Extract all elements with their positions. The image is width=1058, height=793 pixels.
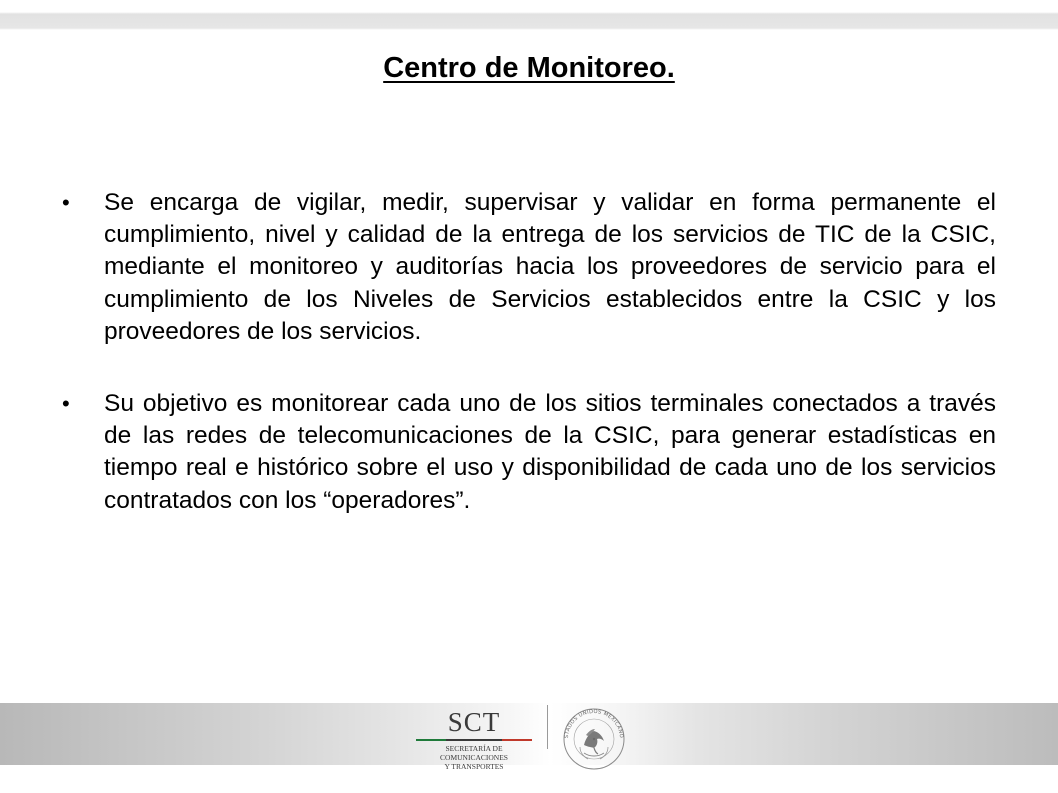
bullet-marker: • [62,190,70,215]
footer-divider [547,705,548,749]
mexico-seal-icon [558,701,630,773]
sct-logo-subtitle-3: Y TRANSPORTES [444,762,504,771]
sct-logo-subtitle-2: COMUNICACIONES [440,753,508,762]
sct-logo-subtitle-1: SECRETARÍA DE [445,744,503,753]
bullet-text: Se encarga de vigilar, medir, supervisar y validar en forma permanente el cumplimiento, nivel y calidad de la entrega de los servicios de TIC de la CSIC, mediante el monitoreo y auditorías hacia los proveedores de servicio para el cumplimiento de los Niveles de Servicios establecidos entre la CSIC y los proveedores de los servicios. [104,189,996,345]
svg-text:ESTADOS UNIDOS MEXICANOS: STADOS UNIDOS MEXICANO [563,708,625,739]
bullet-marker: • [62,391,70,417]
bullet-item [62,388,996,517]
sct-logo-letters: SCT [447,707,501,737]
bullet-text: Su objetivo es monitorear cada uno de los sitios terminales conectados a través de las redes de telecomunicaciones de la CSIC, para generar estadísticas en tiempo real e histórico sobre el uso y disponibilidad de cada uno de los servicios contratados con los “operadores”. [104,390,996,514]
sct-logo [412,705,536,777]
bullet-item [62,187,996,348]
sct-logo-line-gray [446,739,502,741]
sct-logo-line-green [416,739,446,741]
top-band [0,0,1058,30]
bullet-list [62,187,996,557]
slide-title: Centro de Monitoreo. [383,52,675,84]
sct-logo-line-red [502,739,532,741]
